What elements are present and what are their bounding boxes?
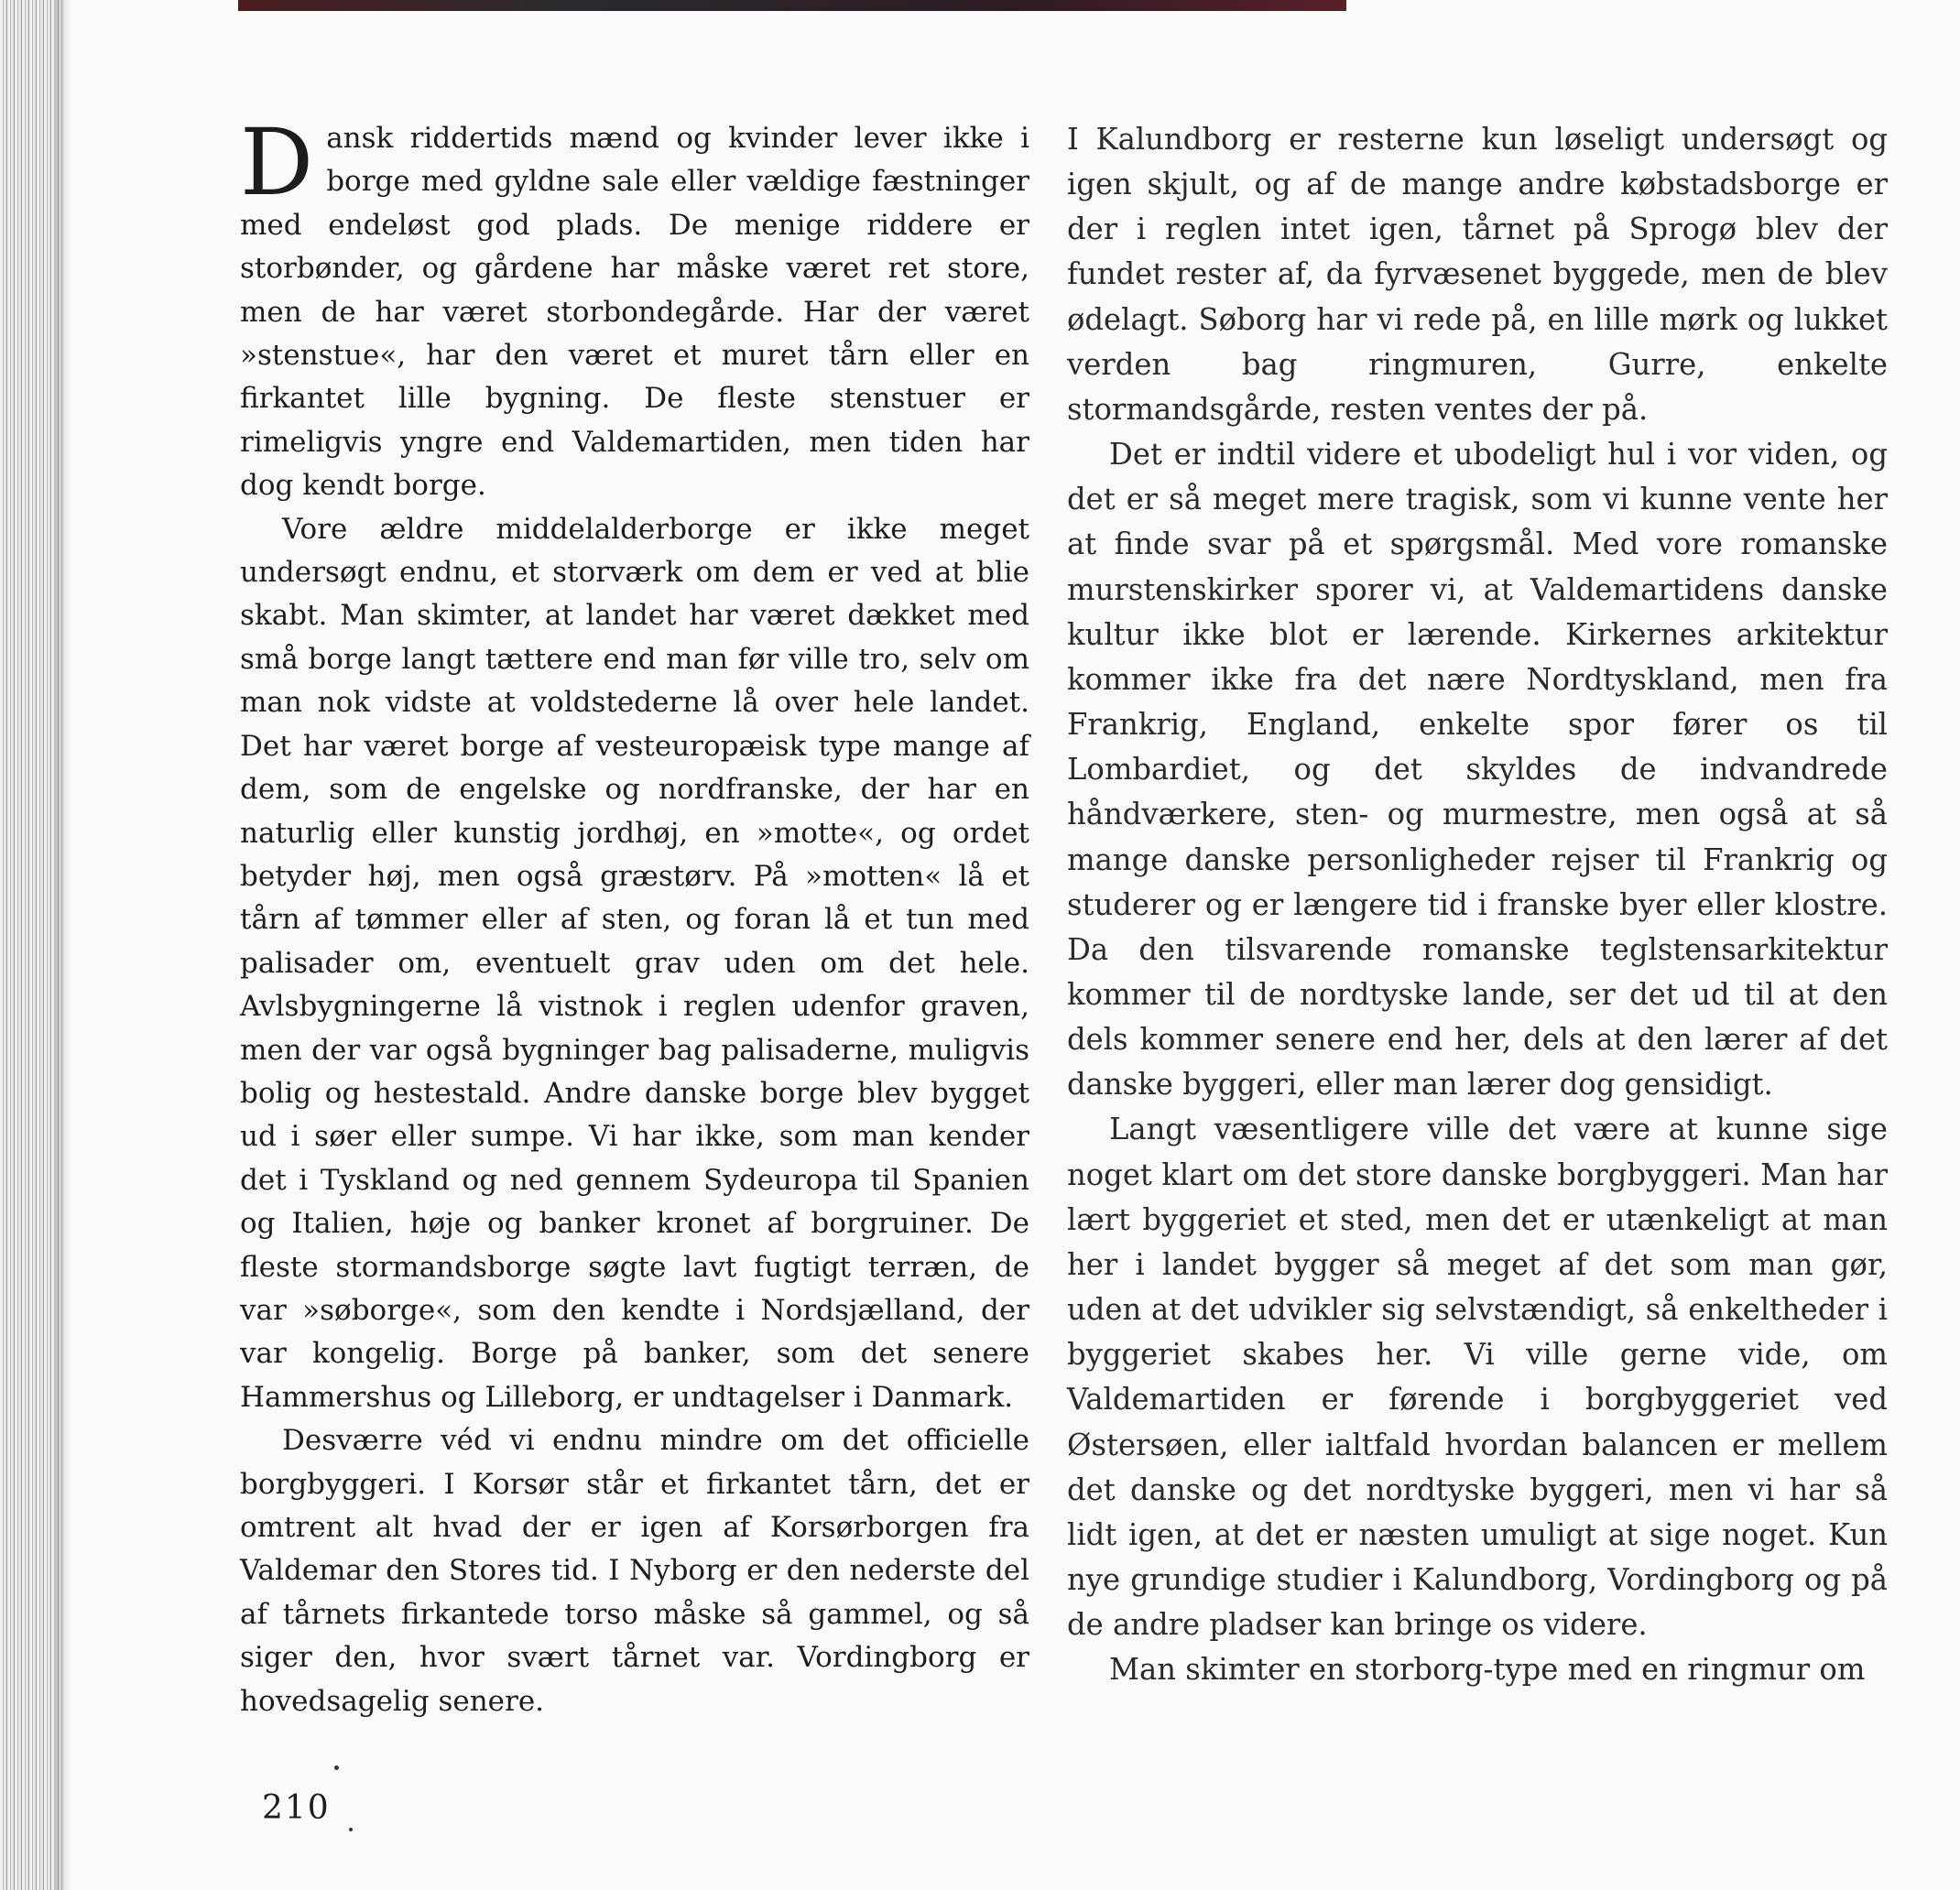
top-edge-band	[238, 0, 1346, 11]
left-paragraph-1	[240, 109, 1029, 508]
left-paragraph-2: Vore ældre middelalderborge er ikke meget undersøgt endnu, et storværk om dem er ved at blie skabt. Man skimter, at landet har været dækket med små borge langt tættere end man før ville tro, selv om man nok vidste at voldstederne lå over hele landet. Det har været borge af vesteuropæisk type mange af dem, som de engelske og nordfranske, der har en naturlig eller kunstig jordhøj, en »motte«, og ordet betyder høj, men også græstørv. På »motten« lå et tårn af tømmer eller af sten, og foran lå et tun med palisader om, eventuelt grav uden om det hele. Avlsbygningerne lå vistnok i reglen udenfor graven, men der var også bygninger bag palisaderne, muligvis bolig og hestestald. Andre danske borge blev bygget ud i søer eller sumpe. Vi har ikke, som man kender det i Tyskland og ned gennem Sydeuropa til Spanien og Italien, høje og banker kronet af borgruiner. De fleste stormandsborge søgte lavt fugtigt terræn, de var »søborge«, som den kendte i Nordsjælland, der var kongelig. Borge på banker, som det senere Hammershus og Lilleborg, er undtagelser i Danmark.	[240, 512, 1029, 1414]
page-edges	[0, 0, 64, 1890]
drop-cap: D	[240, 109, 314, 216]
right-paragraph-2: Det er indtil videre et ubodeligt hul i vor viden, og det er så meget mere tragisk, som vi kunne vente her at finde svar på et spørgsmål. Med vore romanske murstenskirker sporer vi, at Valdemartidens danske kultur ikke blot er lærende. Kirkernes arkitektur kommer ikke fra det nære Nordtyskland, men fra Frankrig, England, enkelte spor fører os til Lombardiet, og det skyldes de indvandrede håndværkere, sten- og murmestre, men også at så mange danske personligheder rejser til Frankrig og studerer og er længere tid i franske byer eller klostre. Da den tilsvarende romanske teglstensarkitektur kommer til de nordtyske lande, ser det ud til at den dels kommer senere end her, dels at den lærer af det danske byggeri, eller man lærer dog gensidigt.	[1067, 437, 1888, 1102]
right-paragraph-1: I Kalundborg er resterne kun løseligt undersøgt og igen skjult, og af de mange andre købstadsborge er der i reglen intet igen, tårnet på Sprogø blev der fundet rester af, da fyrvæsenet byggede, men de blev ødelagt. Søborg har vi rede på, en lille mørk og lukket verden bag ringmuren, Gurre, enkelte stormandsgårde, resten ventes der på.	[1067, 122, 1888, 427]
right-paragraph-4: Man skimter en storborg-type med en ringmur om	[1109, 1652, 1866, 1688]
left-paragraph-1-text: ansk riddertids mænd og kvinder lever ikke i borge med gyldne sale eller vældige fæstninger med endeløst god plads. De menige riddere er storbønder, og gårdene har måske været ret store, men de har været storbondegårde. Har der været »stenstue«, har den været et muret tårn eller en firkantet lille bygning. De fleste stenstuer er rimeligvis yngre end Valdemartiden, men tiden har dog kendt borge.	[240, 122, 1029, 503]
page-number: 210	[262, 1789, 331, 1827]
right-paragraph-3: Langt væsentligere ville det være at kunne sige noget klart om det store danske borgbyggeri. Man har lært byggeriet et sted, men det er utænkeligt at man her i landet bygger så meget af det som man gør, uden at det udvikler sig selvstændigt, så enkeltheder i byggeriet skabes her. Vi ville gerne vide, om Valdemartiden er førende i borgbyggeriet ved Østersøen, eller ialtfald hvordan balancen er mellem det danske og det nordtyske byggeri, men vi har så lidt igen, at det er næsten umuligt at sige noget. Kun nye grundige studier i Kalundborg, Vordingborg og på de andre pladser kan bringe os videre.	[1067, 1112, 1888, 1643]
left-paragraph-3: Desværre véd vi endnu mindre om det officielle borgbyggeri. I Korsør står et firkantet tårn, det er omtrent alt hvad der er igen af Korsørborgen fra Valdemar den Stores tid. I Nyborg er den nederste del af tårnets firkantede torso måske så gammel, og så siger den, hvor svært tårnet var. Vordingborg er hovedsagelig senere.	[240, 1424, 1029, 1718]
left-text-column	[240, 109, 1029, 1723]
printer-dot	[334, 1765, 339, 1770]
printer-dot	[349, 1828, 353, 1831]
right-text-column	[1067, 117, 1888, 1692]
